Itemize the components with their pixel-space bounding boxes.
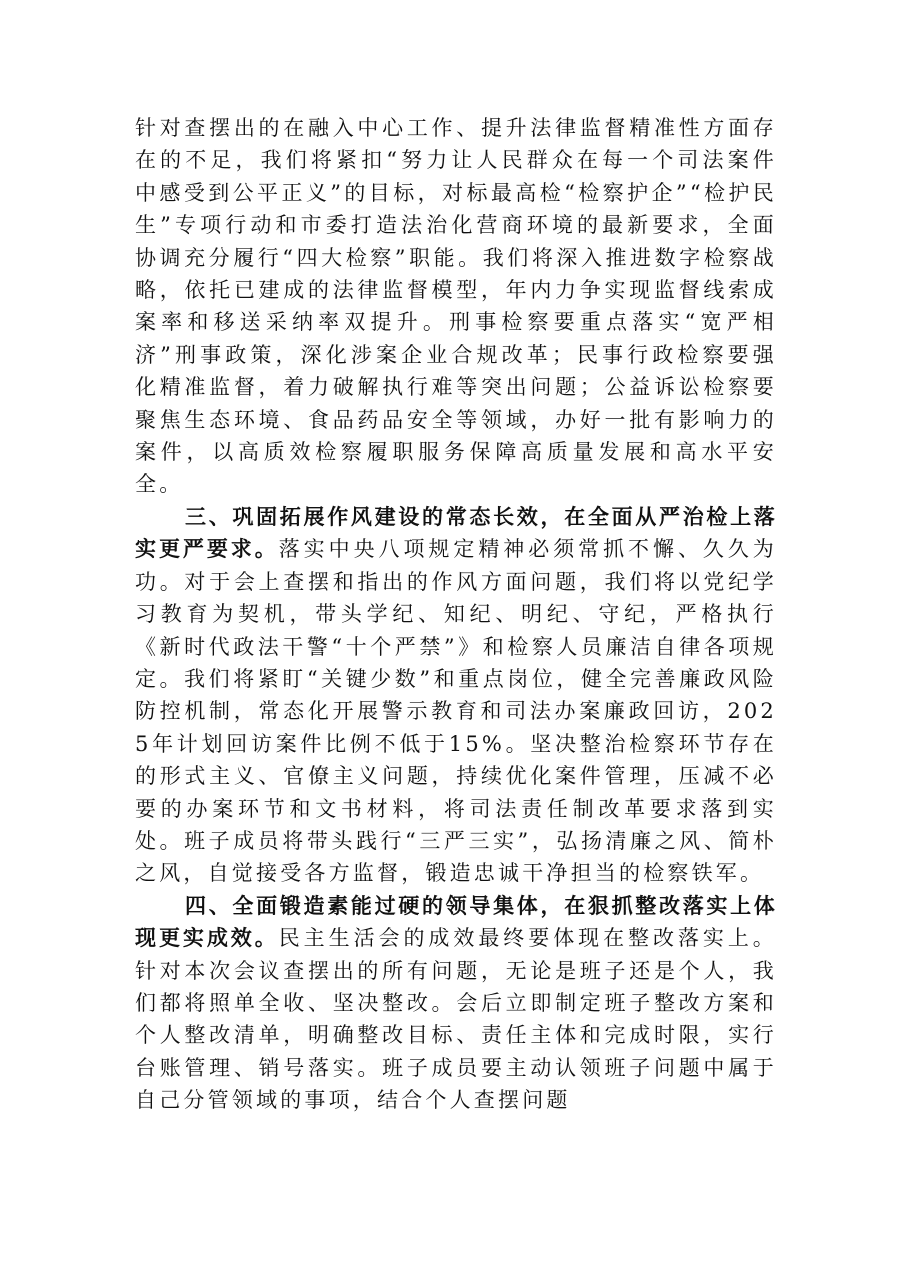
paragraph-3 — [135, 890, 777, 1117]
paragraph-2-text: 落实中央八项规定精神必须常抓不懈、久久为功。对于会上查摆和指出的作风方面问题，我们将以党纪学习教育为契机，带头学纪、知纪、明纪、守纪，严格执行《新时代政法干警“十个严禁”》和检察人员廉洁自律各项规定。我们将紧盯“关键少数”和重点岗位，健全完善廉政风险防控机制，常态化开展警示教育和司法办案廉政回访，2025年计划回访案件比例不低于15%。坚决整治检察环节存在的形式主义、官僚主义问题，持续优化案件管理，压减不必要的办案环节和文书材料，将司法责任制改革要求落到实处。班子成员将带头践行“三严三实”，弘扬清廉之风、简朴之风，自觉接受各方监督，锻造忠诚干净担当的检察铁军。 — [135, 537, 778, 886]
section-4-heading: 四、全面锻造素能过硬的领导集体，在狠抓整改落实上体现更实成效。 — [135, 893, 777, 951]
document-body — [135, 112, 777, 1117]
paragraph-1 — [135, 112, 777, 501]
paragraph-3-text: 民主生活会的成效最终要体现在整改落实上。针对本次会议查摆出的所有问题，无论是班子还是个人，我们都将照单全收、坚决整改。会后立即制定班子整改方案和个人整改清单，明确整改目标、责任主体和完成时限，实行台账管理、销号落实。班子成员要主动认领班子问题中属于自己分管领域的事项，结合个人查摆问题 — [135, 926, 778, 1113]
paragraph-2 — [135, 501, 777, 890]
section-3-heading: 三、巩固拓展作风建设的常态长效，在全面从严治检上落实更严要求。 — [135, 504, 777, 562]
paragraph-1-text: 针对查摆出的在融入中心工作、提升法律监督精准性方面存在的不足，我们将紧扣“努力让人民群众在每一个司法案件中感受到公平正义”的目标，对标最高检“检察护企”“检护民生”专项行动和市委打造法治化营商环境的最新要求，全面协调充分履行“四大检察”职能。我们将深入推进数字检察战略，依托已建成的法律监督模型，年内力争实现监督线索成案率和移送采纳率双提升。刑事检察要重点落实“宽严相济”刑事政策，深化涉案企业合规改革；民事行政检察要强化精准监督，着力破解执行难等突出问题；公益诉讼检察要聚焦生态环境、食品药品安全等领域，办好一批有影响力的案件，以高质效检察履职服务保障高质量发展和高水平安全。 — [135, 116, 777, 497]
